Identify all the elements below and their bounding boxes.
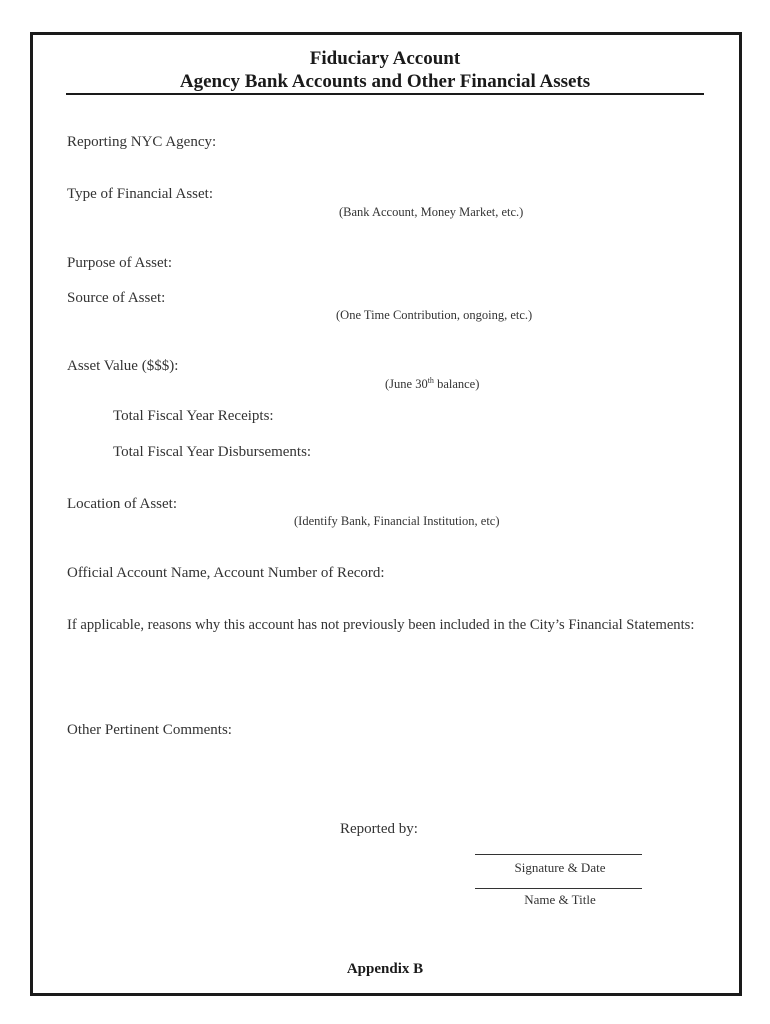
name-title-line [475,888,642,889]
asset-purpose-label: Purpose of Asset: [67,255,172,271]
asset-type-hint: (Bank Account, Money Market, etc.) [339,205,524,219]
form-subtitle: Agency Bank Accounts and Other Financial Assets [179,71,591,92]
reasons-label: If applicable, reasons why this account has not previously been included in the City’s Financial Statements: [67,617,695,633]
reporting-agency-label: Reporting NYC Agency: [67,134,217,150]
asset-source-hint: (One Time Contribution, ongoing, etc.) [336,308,533,322]
asset-location-hint: (Identify Bank, Financial Institution, etc) [294,514,500,528]
signature-line [475,854,642,855]
official-account-label: Official Account Name, Account Number of Record: [67,565,385,581]
total-disbursements-label: Total Fiscal Year Disbursements: [113,444,312,460]
name-title-caption: Name & Title [524,892,596,907]
asset-type-label: Type of Financial Asset: [67,186,214,202]
asset-source-label: Source of Asset: [67,290,166,306]
total-receipts-label: Total Fiscal Year Receipts: [113,408,274,424]
form-title: Fiduciary Account [309,48,461,69]
asset-location-label: Location of Asset: [67,496,177,512]
title-underline [66,93,704,95]
signature-date-caption: Signature & Date [514,860,606,875]
other-comments-label: Other Pertinent Comments: [67,722,232,738]
reported-by-label: Reported by: [340,821,418,837]
asset-value-hint: (June 30th balance) [385,376,480,392]
appendix-label: Appendix B [346,961,424,977]
asset-value-label: Asset Value ($$$): [67,358,179,374]
